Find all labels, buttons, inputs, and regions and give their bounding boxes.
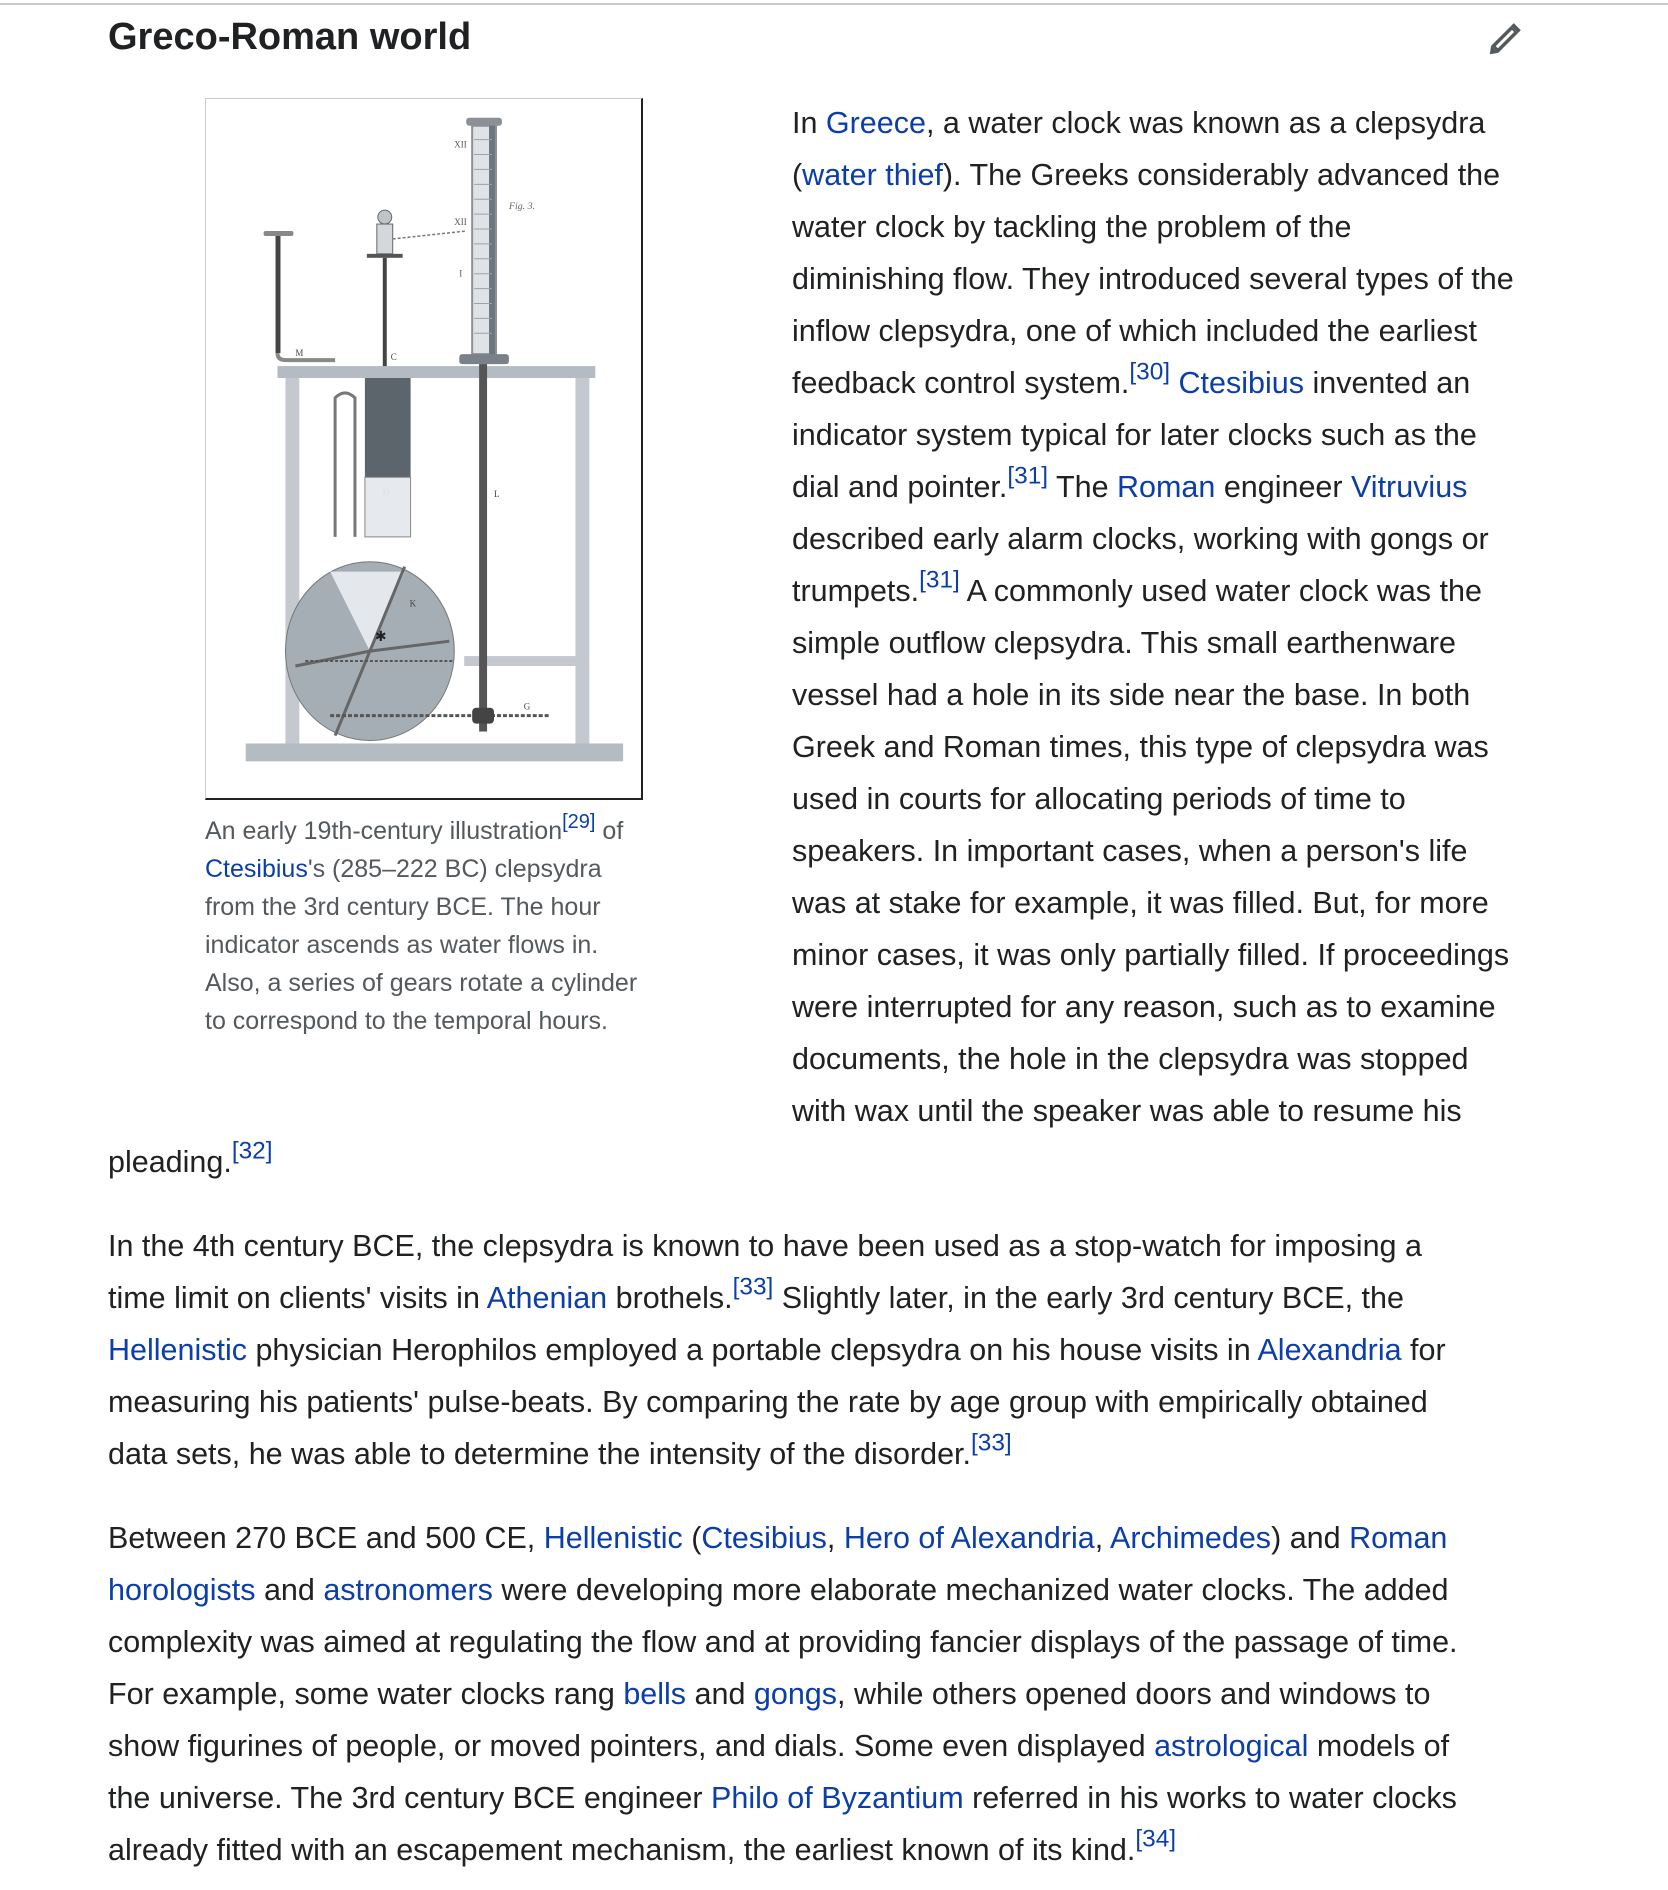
text-line <box>792 357 1592 409</box>
text-line: simple outflow clepsydra. This small earthenware <box>792 626 1456 660</box>
text: , a water clock was known as a clepsydra <box>925 106 1486 140</box>
edit-section-button[interactable] <box>1484 16 1528 60</box>
fig-label: Fig. 3. <box>508 201 536 213</box>
text <box>1170 366 1178 400</box>
text: ( <box>682 1521 702 1555</box>
citation-32[interactable]: [32] <box>231 1137 273 1165</box>
pencil-edit-icon <box>1486 18 1526 58</box>
text: for <box>1401 1333 1446 1367</box>
caption-text: of <box>595 817 624 845</box>
citation-33[interactable]: [33] <box>970 1429 1012 1457</box>
link-water-thief[interactable]: water thief <box>802 158 943 192</box>
link-hero-of-alexandria[interactable]: Hero of Alexandria <box>843 1521 1095 1555</box>
gear-star: ✱ <box>374 628 387 645</box>
text: ( <box>792 158 803 192</box>
text-line <box>108 1720 1608 1772</box>
text-line <box>108 1824 1608 1876</box>
text-line <box>792 461 1592 513</box>
text: models of <box>1308 1729 1450 1763</box>
label-d: D <box>382 487 390 498</box>
text-line <box>108 1564 1608 1616</box>
text: feedback control system. <box>792 366 1130 400</box>
text-line: minor cases, it was only partially filled. If proceedings <box>792 938 1510 972</box>
text: , <box>826 1521 844 1555</box>
link-hellenistic[interactable]: Hellenistic <box>108 1333 247 1367</box>
text-line: In the 4th century BCE, the clepsydra is known to have been used as a stop-watch for imposing a <box>108 1229 1422 1263</box>
clepsydra-illustration[interactable] <box>205 98 643 800</box>
text-line: measuring his patients' pulse-beats. By comparing the rate by age group with empirically obtained <box>108 1385 1428 1419</box>
text-line <box>792 149 1592 201</box>
text-line: documents, the hole in the clepsydra was stopped <box>792 1042 1469 1076</box>
text: dial and pointer. <box>792 470 1008 504</box>
text: show figurines of people, or moved pointers, and dials. Some even displayed <box>108 1729 1155 1763</box>
text-line: used in courts for allocating periods of time to <box>792 782 1406 816</box>
text: data sets, he was able to determine the intensity of the disorder. <box>108 1437 971 1471</box>
link-astronomers[interactable]: astronomers <box>323 1573 493 1607</box>
link-roman-horologists[interactable]: horologists <box>108 1573 256 1607</box>
text: and <box>686 1677 754 1711</box>
text: For example, some water clocks rang <box>108 1677 624 1711</box>
text-line: complexity was aimed at regulating the flow and at providing fancier displays of the passage of time. <box>108 1625 1458 1659</box>
text: referred in his works to water clocks <box>963 1781 1457 1815</box>
citation-34[interactable]: [34] <box>1135 1825 1177 1853</box>
link-greece[interactable]: Greece <box>825 106 926 140</box>
paragraph-1 <box>792 97 1592 1137</box>
link-bells[interactable]: bells <box>623 1677 687 1711</box>
paragraph-3 <box>108 1512 1608 1876</box>
label-k: K <box>409 598 417 609</box>
link-gongs[interactable]: gongs <box>753 1677 837 1711</box>
text: In <box>792 106 826 140</box>
paragraph-2 <box>108 1220 1608 1480</box>
text-line: inflow clepsydra, one of which included the earliest <box>792 314 1477 348</box>
text: brothels. <box>607 1281 733 1315</box>
link-ctesibius[interactable]: Ctesibius <box>205 855 308 883</box>
label-g: G <box>523 701 531 712</box>
label-m: M <box>295 348 304 359</box>
text: The <box>1048 470 1118 504</box>
text: invented an <box>1303 366 1471 400</box>
text: , while others opened doors and windows to <box>837 1677 1431 1711</box>
text-line: water clock by tackling the problem of the <box>792 210 1352 244</box>
link-archimedes[interactable]: Archimedes <box>1110 1521 1272 1555</box>
text-line <box>792 565 1592 617</box>
text: trumpets. <box>792 574 920 608</box>
text-line <box>792 97 1592 149</box>
text: Slightly later, in the early 3rd century BCE, the <box>773 1281 1404 1315</box>
caption-text: An early 19th-century illustration <box>205 817 563 845</box>
text-line: were interrupted for any reason, such as to examine <box>792 990 1496 1024</box>
link-astrological[interactable]: astrological <box>1154 1729 1309 1763</box>
citation-31[interactable]: [31] <box>1007 462 1049 490</box>
text: A commonly used water clock was the <box>959 574 1482 608</box>
text-line: Greek and Roman times, this type of clepsydra was <box>792 730 1489 764</box>
text: physician Herophilos employed a portable clepsydra on his house visits in <box>247 1333 1258 1367</box>
text-line: was at stake for example, it was filled. But, for more <box>792 886 1489 920</box>
text-line: with wax until the speaker was able to resume his <box>792 1094 1462 1128</box>
text: engineer <box>1215 470 1352 504</box>
section-heading: Greco-Roman world <box>108 16 472 58</box>
link-ctesibius[interactable]: Ctesibius <box>1178 366 1304 400</box>
link-roman-horologists[interactable]: Roman <box>1349 1521 1448 1555</box>
label-c: C <box>390 352 397 363</box>
link-athenian[interactable]: Athenian <box>486 1281 608 1315</box>
scale-label-top: XII <box>454 139 467 150</box>
text: , <box>1094 1521 1111 1555</box>
text: the universe. The 3rd century BCE engineer <box>108 1781 712 1815</box>
citation-30[interactable]: [30] <box>1129 358 1171 386</box>
text: ) and <box>1271 1521 1350 1555</box>
text: pleading. <box>108 1145 232 1179</box>
text: ). The Greeks considerably advanced the <box>942 158 1501 192</box>
link-alexandria[interactable]: Alexandria <box>1257 1333 1402 1367</box>
text-line: speakers. In important cases, when a person's life <box>792 834 1468 868</box>
text: already fitted with an escapement mechanism, the earliest known of its kind. <box>108 1833 1136 1867</box>
text: and <box>255 1573 324 1607</box>
paragraph-1-tail <box>108 1136 273 1188</box>
text: Between 270 BCE and 500 CE, <box>108 1521 544 1555</box>
figure-caption <box>205 812 650 1040</box>
link-philo-of-byzantium[interactable]: Philo of Byzantium <box>711 1781 964 1815</box>
text-line <box>108 1272 1608 1324</box>
text-line: vessel had a hole in its side near the base. In both <box>792 678 1471 712</box>
link-vitruvius[interactable]: Vitruvius <box>1351 470 1468 504</box>
link-roman[interactable]: Roman <box>1117 470 1216 504</box>
scale-label-mid: XII <box>454 217 467 228</box>
text-line <box>108 1668 1608 1720</box>
text-line: diminishing flow. They introduced several types of the <box>792 262 1514 296</box>
top-divider <box>0 3 1668 5</box>
caption-text: 's (285–222 BC) clepsydra from the 3rd century BCE. The hour indicator ascends as water flows in. Also, a series of gears rotate a cylinder to correspond to the temporal hours. <box>205 855 638 1035</box>
citation-29[interactable]: [29] <box>562 811 596 833</box>
citation-31[interactable]: [31] <box>919 566 960 594</box>
text-line <box>108 1324 1608 1376</box>
text-line: indicator system typical for later clocks such as the <box>792 418 1477 452</box>
text-line: described early alarm clocks, working with gongs or <box>792 522 1489 556</box>
link-ctesibius[interactable]: Ctesibius <box>701 1521 827 1555</box>
text-line <box>108 1772 1608 1824</box>
label-l: L <box>494 489 500 500</box>
text: time limit on clients' visits in <box>108 1281 487 1315</box>
figure <box>205 98 645 1040</box>
citation-33[interactable]: [33] <box>732 1273 774 1301</box>
text-line <box>108 1512 1608 1564</box>
scale-label-low: I <box>459 268 463 279</box>
link-hellenistic[interactable]: Hellenistic <box>543 1521 683 1555</box>
text-line <box>108 1428 1608 1480</box>
text: were developing more elaborate mechanized water clocks. The added <box>492 1573 1449 1607</box>
